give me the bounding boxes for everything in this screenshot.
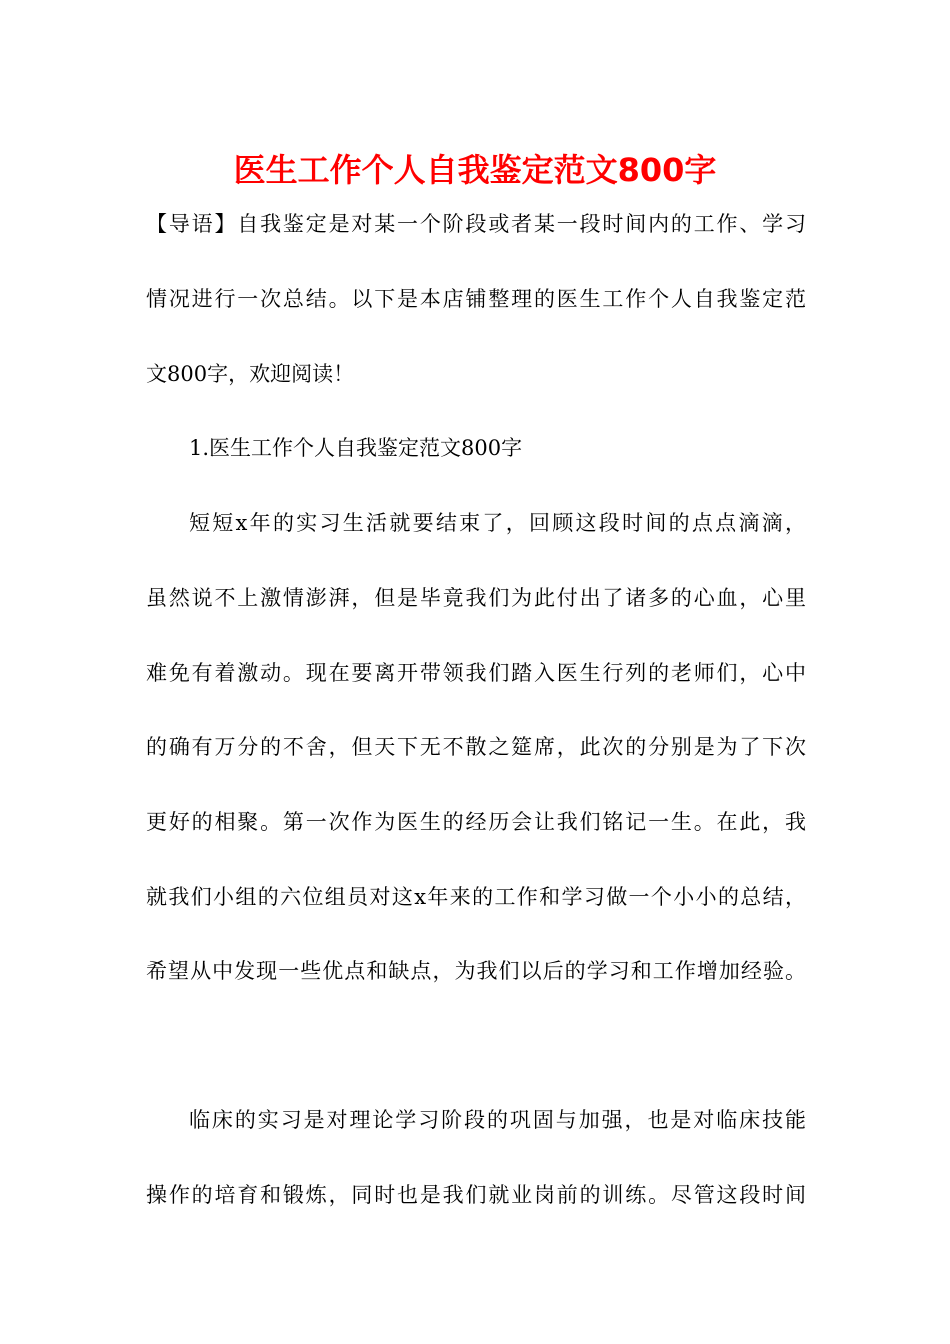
text-line: 文800字，欢迎阅读！ xyxy=(146,362,355,386)
text-line: 短短x年的实习生活就要结束了，回顾这段时间的点点滴滴， xyxy=(189,511,806,535)
document-title: 医生工作个人自我鉴定范文800字 xyxy=(233,151,717,189)
text-line: 就我们小组的六位组员对这x年来的工作和学习做一个小小的总结， xyxy=(146,885,806,909)
text-line: 难免有着激动。现在要离开带领我们踏入医生行列的老师们，心中 xyxy=(146,661,806,685)
text-line: 临床的实习是对理论学习阶段的巩固与加强，也是对临床技能 xyxy=(189,1108,806,1132)
text-line: 的确有万分的不舍，但天下无不散之筵席，此次的分别是为了下次 xyxy=(146,735,806,759)
text-line: 希望从中发现一些优点和缺点，为我们以后的学习和工作增加经验。 xyxy=(146,959,806,983)
section-heading: 1.医生工作个人自我鉴定范文800字 xyxy=(189,436,523,460)
text-line: 操作的培育和锻炼，同时也是我们就业岗前的训练。尽管这段时间 xyxy=(146,1183,806,1207)
text-line: 【导语】自我鉴定是对某一个阶段或者某一段时间内的工作、学习 xyxy=(146,212,806,236)
text-line: 虽然说不上激情澎湃，但是毕竟我们为此付出了诸多的心血，心里 xyxy=(146,586,806,610)
text-line: 更好的相聚。第一次作为医生的经历会让我们铭记一生。在此，我 xyxy=(146,810,806,834)
text-line: 情况进行一次总结。以下是本店铺整理的医生工作个人自我鉴定范 xyxy=(146,287,806,311)
